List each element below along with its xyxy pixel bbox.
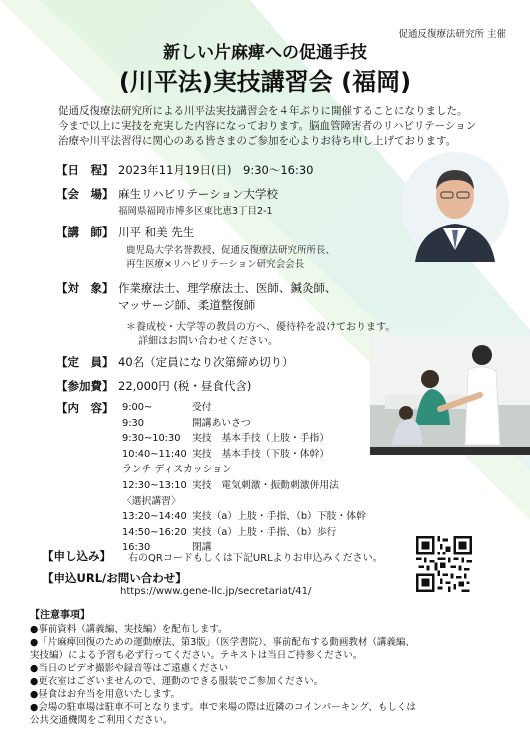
schedule-activity: 実技（a）上肢・手指、（b）歩行 — [192, 526, 337, 538]
schedule-time: 9:00~ — [122, 402, 153, 413]
target-line: マッサージ師、柔道整復師 — [118, 298, 256, 312]
intro-line: 今まで以上に実技を充実した内容になっております。脳血管障害者のリハビリテーション — [58, 120, 477, 132]
venue-name: 麻生リハビリテーション大学校 — [118, 187, 278, 201]
notes-item: 公共交通機関をご利用ください。 — [30, 715, 173, 726]
apply-label: 【申し込み】 — [42, 549, 111, 563]
capacity-value: 40名（定員になり次第締め切り） — [118, 355, 294, 369]
date-value: 2023年11月19日(日) 9:30～16:30 — [118, 163, 314, 177]
schedule-activity: 閉講 — [192, 542, 212, 554]
schedule-time: 9:30 — [122, 417, 144, 429]
notes-item: ●事前資料（講義編、実技編）を配布します。 — [30, 624, 228, 635]
intro-text — [58, 104, 488, 149]
page-title: (川平法)実技講習会 (福岡) — [118, 68, 412, 96]
notes-item: ●「片麻痺回復のための運動療法、第3版」（医学書院）、事前配布する動画教材（講義編、 — [30, 637, 415, 648]
intro-line: 治療や川平法習得に関心のある皆さまのご参加を心よりお待ち申し上げております。 — [58, 135, 457, 147]
lecturer-title: 再生医療×リハビリテーション研究会会長 — [126, 259, 305, 270]
notes-item: ●更衣室はございませんので、運動のできる服装でご参加ください。 — [30, 676, 324, 687]
schedule-activity: 実技 基本手技（下肢・体幹） — [192, 448, 330, 460]
content-label: 【内 容】 — [56, 401, 114, 415]
schedule-time: 9:30~10:30 — [122, 433, 181, 445]
fee-label: 【参加費】 — [56, 379, 114, 393]
lecturer-photo — [395, 150, 515, 262]
target-line: 作業療法士、理学療法士、医師、鍼灸師、 — [118, 281, 337, 295]
schedule-activity: 受付 — [192, 402, 212, 413]
contact-url-link[interactable]: https://www.gene-llc.jp/secretariat/41/ — [120, 586, 312, 597]
apply-text: 右のQRコードもしくは下記URLよりお申込みください。 — [128, 553, 383, 564]
date-label: 【日 程】 — [56, 163, 114, 177]
schedule-time: 12:30~13:10 — [122, 479, 187, 491]
schedule-activity: 実技（a）上肢・手指、（b）下肢・体幹 — [192, 511, 366, 523]
notes-section — [30, 606, 500, 727]
venue-label: 【会 場】 — [56, 187, 114, 201]
fee-value: 22,000円 (税・昼食代含) — [118, 379, 252, 393]
target-note: 詳細はお問い合わせください。 — [138, 336, 278, 347]
lecturer-title: 鹿児島大学名誉教授、促通反復療法研究所所長、 — [126, 245, 336, 256]
target-label: 【対 象】 — [56, 281, 114, 295]
schedule-activity: 実技 基本手技（上肢・手指） — [192, 433, 330, 445]
workshop-photo — [370, 335, 530, 455]
schedule-time: 16:30 — [122, 542, 151, 554]
notes-item: 実技編）による予習も必ず行ってください。テキストは当日ご持参ください。 — [30, 650, 363, 661]
qr-code-icon[interactable] — [416, 536, 472, 592]
schedule-activity: 開講あいさつ — [192, 417, 251, 429]
notes-item: ●当日のビデオ撮影や録音等はご遠慮ください — [30, 663, 229, 674]
notes-item: ●昼食はお弁当を用意いたします。 — [30, 689, 181, 700]
intro-line: 促通反復療法研究所による川平法実技講習会を４年ぶりに開催することになりました。 — [58, 105, 468, 117]
organizer-label: 促通反復療法研究所 主催 — [398, 29, 506, 40]
capacity-label: 【定 員】 — [56, 355, 114, 369]
notes-item: ●会場の駐車場は駐車不可となります。車で来場の際は近隣のコインパーキング、もしくは — [30, 702, 416, 713]
notes-heading: 【注意事項】 — [30, 610, 90, 621]
lecturer-name: 川平 和美 先生 — [118, 225, 195, 239]
lecturer-label: 【講 師】 — [56, 225, 114, 239]
schedule-time: 13:20~14:40 — [122, 511, 187, 523]
page-subtitle: 新しい片麻痺への促通手技 — [163, 43, 367, 63]
target-note: ＊養成校・大学等の教員の方へ、優待枠を設けております。 — [126, 322, 396, 333]
venue-address: 福岡県福岡市博多区東比恵3丁目2-1 — [118, 206, 273, 217]
contact-label: 【申込URL/お問い合わせ】 — [42, 571, 187, 585]
schedule-time: ランチ ディスカッション — [122, 464, 232, 476]
schedule-time: 10:40~11:40 — [122, 448, 187, 460]
schedule-time: 〈選択講習〉 — [122, 495, 181, 507]
schedule-time: 14:50~16:20 — [122, 526, 187, 538]
schedule-activity: 実技 電気刺激・振動刺激併用法 — [192, 479, 339, 491]
